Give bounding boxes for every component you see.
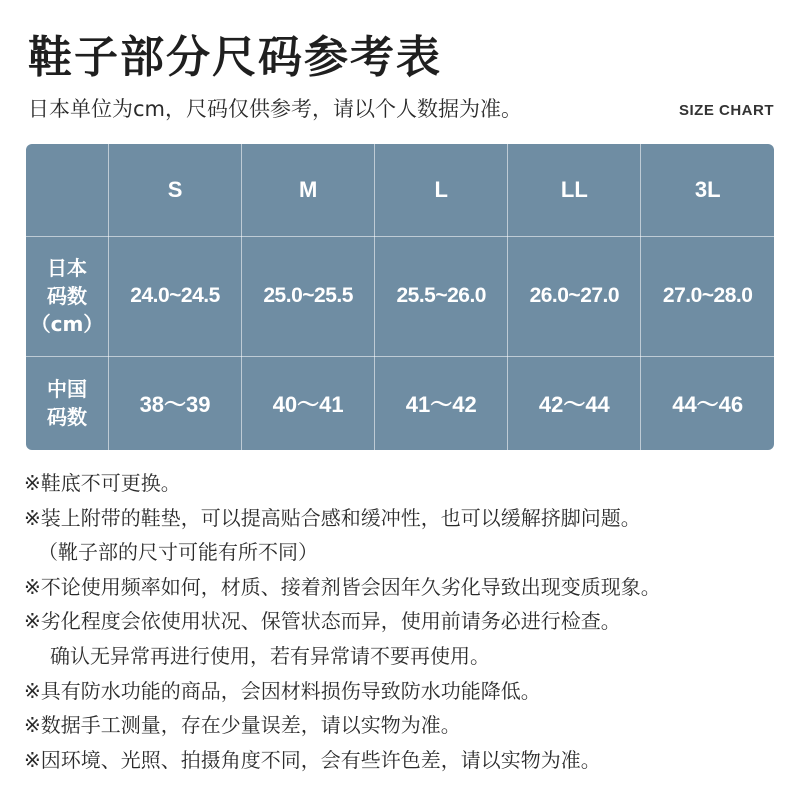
page-subtitle: 日本单位为cm，尺码仅供参考，请以个人数据为准。 [28, 97, 523, 121]
table-cell: 41～42 [375, 356, 508, 450]
note-item: 确认无异常再进行使用，若有异常请不要再使用。 [50, 643, 490, 668]
row-label-line: （cm） [30, 312, 104, 336]
page-title: 鞋子部分尺码参考表 [28, 32, 442, 83]
size-header-3l: 3L [641, 144, 774, 236]
note-item: ※不论使用频率如何，材质、接着剂皆会因年久劣化导致出现变质现象。 [24, 574, 661, 599]
table-cell: 25.5~26.0 [375, 236, 508, 356]
table-cell: 44～46 [641, 356, 774, 450]
note-item: ※具有防水功能的商品，会因材料损伤导致防水功能降低。 [24, 678, 541, 703]
table-row-jp-size [26, 236, 774, 356]
row-label-jp-size [26, 236, 109, 356]
table-cell: 27.0~28.0 [641, 236, 774, 356]
table-cell: 42～44 [508, 356, 641, 450]
row-label-line: 码数 [47, 405, 87, 430]
row-label-line: 码数 [47, 284, 87, 308]
size-table [26, 144, 774, 450]
size-header-m: M [242, 144, 375, 236]
row-label-line: 日本 [47, 256, 87, 280]
size-header-ll: LL [508, 144, 641, 236]
notes-list [24, 466, 790, 777]
note-item: ※数据手工测量，存在少量误差，请以实物为准。 [24, 713, 461, 738]
size-header-s: S [109, 144, 242, 236]
row-label-cn-size [26, 356, 109, 450]
note-item: ※因环境、光照、拍摄角度不同，会有些许色差，请以实物为准。 [24, 747, 601, 772]
corner-cell [26, 144, 109, 236]
note-item: ※劣化程度会依使用状况、保管状态而异，使用前请务必进行检查。 [24, 609, 621, 634]
row-label-line: 中国 [47, 377, 87, 402]
note-item: ※鞋底不可更换。 [24, 471, 181, 495]
table-cell: 24.0~24.5 [109, 236, 242, 356]
note-item: ※装上附带的鞋垫，可以提高贴合感和缓冲性，也可以缓解挤脚问题。 [24, 505, 641, 530]
table-row-cn-size [26, 356, 774, 450]
table-cell: 38～39 [109, 356, 242, 450]
table-cell: 25.0~25.5 [242, 236, 375, 356]
size-header-l: L [375, 144, 508, 236]
size-chart-tag: SIZE CHART [679, 102, 774, 119]
note-item: （靴子部的尺寸可能有所不同） [38, 540, 318, 565]
table-header-row [26, 144, 774, 236]
table-cell: 26.0~27.0 [508, 236, 641, 356]
table-cell: 40～41 [242, 356, 375, 450]
